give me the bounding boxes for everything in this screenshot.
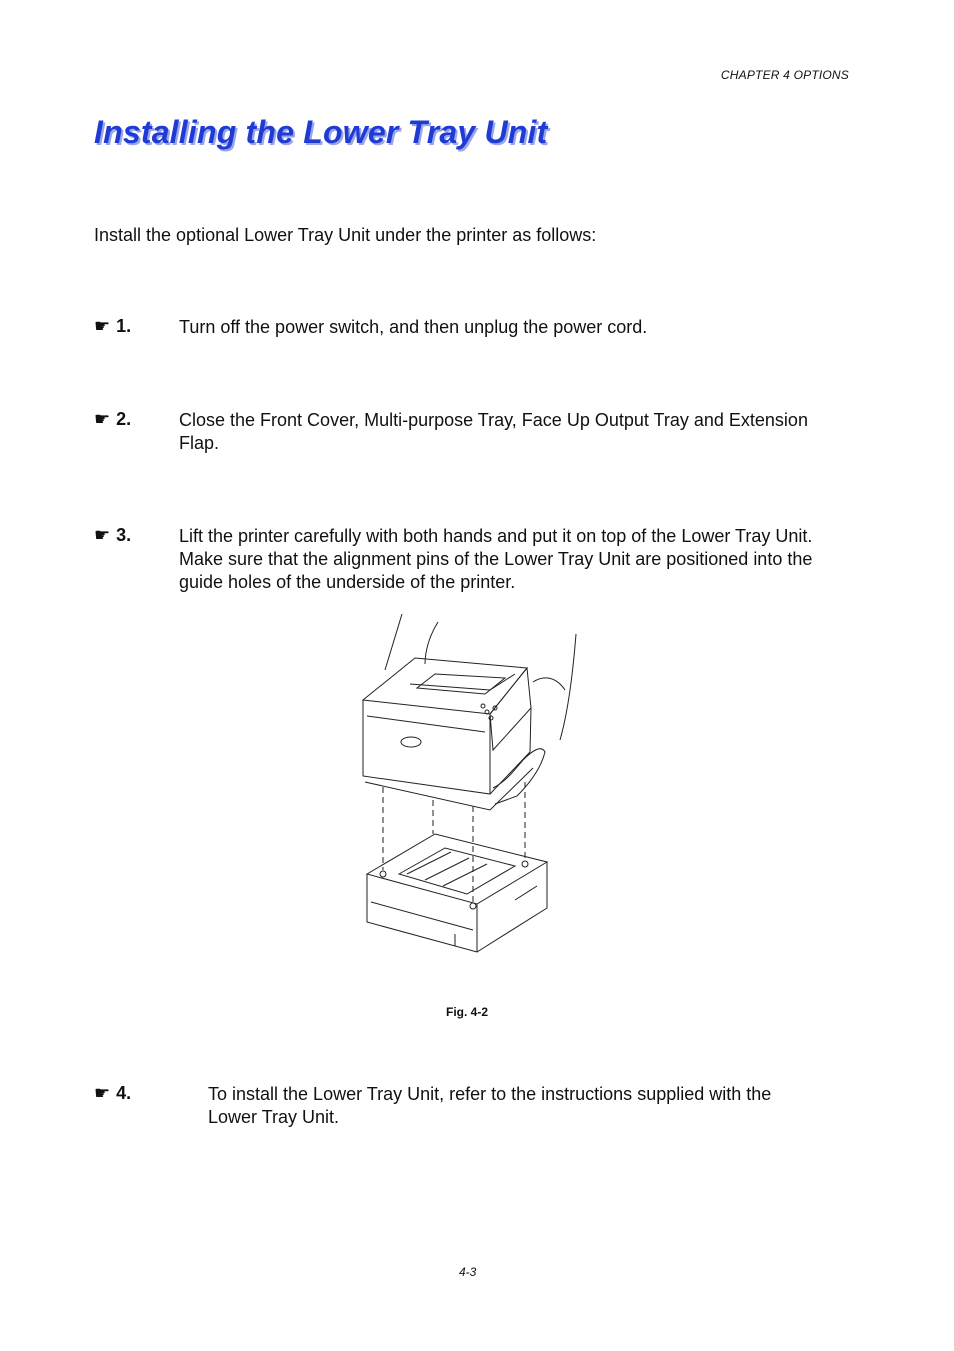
- alignment-pin: [380, 871, 386, 877]
- printer-front: [363, 700, 490, 794]
- front-cover-line: [367, 716, 485, 732]
- front-cover-handle: [401, 737, 421, 747]
- printer-side: [490, 708, 531, 794]
- page-number: 4-3: [459, 1265, 477, 1279]
- pointing-hand-icon: ☛: [94, 1083, 111, 1103]
- step-number: 3.: [116, 525, 132, 545]
- panel-button: [481, 704, 485, 708]
- figure-caption: Fig. 4-2: [446, 1005, 489, 1019]
- step-marker: [94, 525, 131, 546]
- step-text: Lift the printer carefully with both hands and put it on top of the Lower Tray Unit. Make sure that the alignment pins of the Lower Tray Unit are positioned into the guide holes of the underside of the printer.: [179, 526, 813, 592]
- right-arm-line: [533, 678, 565, 690]
- pointing-hand-icon: ☛: [94, 316, 111, 336]
- lower-tray-rails: [407, 852, 487, 886]
- pointing-hand-icon: ☛: [94, 409, 111, 429]
- step-text: To install the Lower Tray Unit, refer to the instructions supplied with the Lower Tray Unit.: [208, 1084, 772, 1127]
- alignment-pin: [522, 861, 528, 867]
- step-marker: [94, 1083, 131, 1104]
- chapter-header: CHAPTER 4 OPTIONS: [720, 68, 849, 82]
- step-text: Close the Front Cover, Multi-purpose Tray, Face Up Output Tray and Extension Flap.: [179, 410, 808, 453]
- step-number: 1.: [116, 316, 132, 336]
- printer-base: [365, 768, 533, 810]
- lower-tray-front: [367, 874, 477, 952]
- step-marker: [94, 316, 131, 337]
- intro-paragraph: Install the optional Lower Tray Unit under the printer as follows:: [94, 225, 597, 245]
- left-arm-line: [425, 622, 438, 664]
- page-title: Installing the Lower Tray Unit: [94, 114, 548, 150]
- alignment-pin: [470, 903, 476, 909]
- step-number: 2.: [116, 409, 132, 429]
- printer-top: [363, 658, 527, 714]
- lower-tray-top: [367, 834, 547, 904]
- printer-output-slot: [417, 674, 505, 694]
- pointing-hand-icon: ☛: [94, 525, 111, 545]
- step-text: Turn off the power switch, and then unplug the power cord.: [179, 317, 648, 337]
- lower-tray-drawer-line: [371, 902, 473, 930]
- step-marker: [94, 409, 131, 430]
- lower-tray-side-handle: [515, 886, 537, 900]
- step-number: 4.: [116, 1083, 132, 1103]
- right-hand: [493, 749, 545, 804]
- left-arm-line: [385, 614, 402, 670]
- printer-lower-tray-illustration: [355, 612, 585, 967]
- lower-tray-side: [477, 862, 547, 952]
